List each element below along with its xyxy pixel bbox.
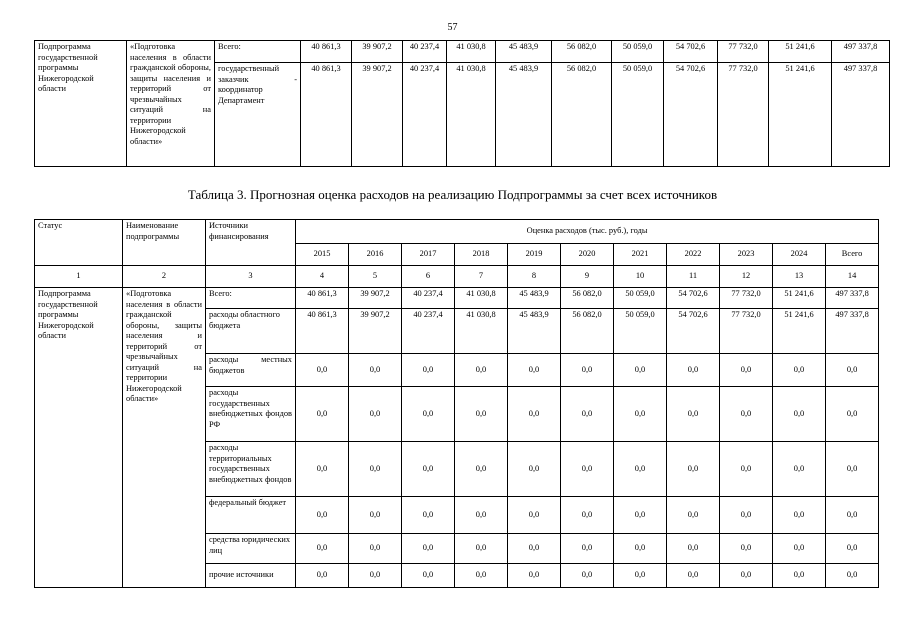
value-cell: 0,0 bbox=[614, 534, 667, 564]
value-cell: 0,0 bbox=[402, 442, 455, 497]
value-cell: 40 237,4 bbox=[402, 288, 455, 309]
value-cell: 54 702,6 bbox=[664, 41, 718, 63]
value-cell: 0,0 bbox=[826, 442, 879, 497]
value-cell: 0,0 bbox=[826, 387, 879, 442]
header-year: 2018 bbox=[455, 244, 508, 266]
value-cell: 40 861,3 bbox=[301, 41, 352, 63]
header-name: Наименование подпрограммы bbox=[123, 220, 206, 266]
column-number: 3 bbox=[206, 266, 296, 288]
value-cell: 0,0 bbox=[349, 387, 402, 442]
value-cell: 54 702,6 bbox=[667, 309, 720, 354]
table-row bbox=[35, 288, 879, 309]
value-cell: 0,0 bbox=[508, 497, 561, 534]
value-cell: 77 732,0 bbox=[718, 41, 769, 63]
value-cell: 0,0 bbox=[667, 354, 720, 387]
value-cell: 45 483,9 bbox=[496, 41, 552, 63]
value-cell: 0,0 bbox=[667, 442, 720, 497]
value-cell: 40 861,3 bbox=[301, 63, 352, 167]
value-cell: 45 483,9 bbox=[508, 309, 561, 354]
value-cell: 0,0 bbox=[614, 497, 667, 534]
value-cell: 50 059,0 bbox=[612, 41, 664, 63]
page-number: 57 bbox=[447, 22, 458, 33]
header-year: 2022 bbox=[667, 244, 720, 266]
value-cell: 0,0 bbox=[455, 354, 508, 387]
value-cell: 0,0 bbox=[349, 442, 402, 497]
source-cell: федеральный бюджет bbox=[206, 497, 296, 534]
value-cell: 0,0 bbox=[349, 534, 402, 564]
value-cell: 0,0 bbox=[455, 442, 508, 497]
header-year: 2015 bbox=[296, 244, 349, 266]
source-cell: расходы местных бюджетов bbox=[206, 354, 296, 387]
value-cell: 0,0 bbox=[614, 387, 667, 442]
header-year: 2016 bbox=[349, 244, 402, 266]
source-cell: прочие источники bbox=[206, 564, 296, 588]
value-cell: 0,0 bbox=[508, 387, 561, 442]
value-cell: 0,0 bbox=[614, 564, 667, 588]
value-cell: 0,0 bbox=[826, 497, 879, 534]
value-cell: 39 907,2 bbox=[352, 63, 403, 167]
value-cell: 54 702,6 bbox=[667, 288, 720, 309]
value-cell: 40 237,4 bbox=[402, 309, 455, 354]
value-cell: 497 337,8 bbox=[826, 309, 879, 354]
value-cell: 0,0 bbox=[508, 534, 561, 564]
value-cell: 0,0 bbox=[402, 354, 455, 387]
value-cell: 0,0 bbox=[349, 497, 402, 534]
column-number: 14 bbox=[826, 266, 879, 288]
value-cell: 0,0 bbox=[667, 564, 720, 588]
value-cell: 0,0 bbox=[296, 534, 349, 564]
value-cell: 77 732,0 bbox=[720, 309, 773, 354]
value-cell: 0,0 bbox=[349, 564, 402, 588]
header-year: 2021 bbox=[614, 244, 667, 266]
status-cell: Подпрограмма государственной программы Нижегородской области bbox=[35, 288, 123, 588]
value-cell: 41 030,8 bbox=[447, 63, 496, 167]
value-cell: 497 337,8 bbox=[832, 41, 890, 63]
value-cell: 0,0 bbox=[720, 442, 773, 497]
value-cell: 41 030,8 bbox=[455, 288, 508, 309]
value-cell: 56 082,0 bbox=[561, 288, 614, 309]
source-cell: расходы областного бюджета bbox=[206, 309, 296, 354]
value-cell: 51 241,6 bbox=[773, 309, 826, 354]
column-number: 11 bbox=[667, 266, 720, 288]
value-cell: 0,0 bbox=[402, 497, 455, 534]
value-cell: 0,0 bbox=[561, 534, 614, 564]
value-cell: 0,0 bbox=[826, 534, 879, 564]
value-cell: 45 483,9 bbox=[496, 63, 552, 167]
value-cell: 0,0 bbox=[561, 387, 614, 442]
value-cell: 0,0 bbox=[667, 497, 720, 534]
column-number: 6 bbox=[402, 266, 455, 288]
column-number-row bbox=[35, 266, 879, 288]
table-title: Таблица 3. Прогнозная оценка расходов на реализацию Подпрограммы за счет всех источников bbox=[187, 187, 718, 202]
source-cell: государственный заказчик - координатор Департамент bbox=[215, 63, 301, 167]
status-cell: Подпрограмма государственной программы Нижегородской области bbox=[35, 41, 127, 167]
value-cell: 0,0 bbox=[455, 387, 508, 442]
value-cell: 497 337,8 bbox=[832, 63, 890, 167]
source-cell: расходы государственных внебюджетных фондов РФ bbox=[206, 387, 296, 442]
value-cell: 0,0 bbox=[826, 564, 879, 588]
header-year: 2020 bbox=[561, 244, 614, 266]
value-cell: 40 861,3 bbox=[296, 288, 349, 309]
source-cell: расходы территориальных государственных внебюджетных фондов bbox=[206, 442, 296, 497]
value-cell: 40 237,4 bbox=[403, 41, 447, 63]
value-cell: 0,0 bbox=[561, 442, 614, 497]
source-cell: средства юридических лиц bbox=[206, 534, 296, 564]
column-number: 7 bbox=[455, 266, 508, 288]
value-cell: 40 237,4 bbox=[403, 63, 447, 167]
header-year: 2023 bbox=[720, 244, 773, 266]
value-cell: 51 241,6 bbox=[769, 63, 832, 167]
column-number: 1 bbox=[35, 266, 123, 288]
value-cell: 497 337,8 bbox=[826, 288, 879, 309]
value-cell: 0,0 bbox=[508, 442, 561, 497]
value-cell: 39 907,2 bbox=[352, 41, 403, 63]
value-cell: 50 059,0 bbox=[612, 63, 664, 167]
value-cell: 39 907,2 bbox=[349, 309, 402, 354]
value-cell: 0,0 bbox=[667, 387, 720, 442]
value-cell: 56 082,0 bbox=[552, 63, 612, 167]
header-status: Статус bbox=[35, 220, 123, 266]
column-number: 2 bbox=[123, 266, 206, 288]
value-cell: 0,0 bbox=[667, 534, 720, 564]
value-cell: 0,0 bbox=[720, 354, 773, 387]
value-cell: 0,0 bbox=[720, 564, 773, 588]
value-cell: 77 732,0 bbox=[720, 288, 773, 309]
value-cell: 0,0 bbox=[826, 354, 879, 387]
continued-table bbox=[34, 40, 890, 167]
value-cell: 56 082,0 bbox=[552, 41, 612, 63]
source-cell: Всего: bbox=[206, 288, 296, 309]
value-cell: 0,0 bbox=[296, 387, 349, 442]
value-cell: 0,0 bbox=[455, 564, 508, 588]
subprogram-name-cell: «Подготовка населения в области гражданской обороны, защиты населения и территорий от чрезвычайных ситуаций на территории Нижегородской области» bbox=[127, 41, 215, 167]
value-cell: 45 483,9 bbox=[508, 288, 561, 309]
value-cell: 0,0 bbox=[296, 354, 349, 387]
value-cell: 0,0 bbox=[773, 354, 826, 387]
value-cell: 0,0 bbox=[296, 442, 349, 497]
value-cell: 0,0 bbox=[349, 354, 402, 387]
header-year: 2024 bbox=[773, 244, 826, 266]
value-cell: 0,0 bbox=[296, 564, 349, 588]
value-cell: 0,0 bbox=[402, 534, 455, 564]
value-cell: 50 059,0 bbox=[614, 309, 667, 354]
value-cell: 0,0 bbox=[773, 387, 826, 442]
value-cell: 77 732,0 bbox=[718, 63, 769, 167]
header-year: 2017 bbox=[402, 244, 455, 266]
header-row bbox=[35, 220, 879, 244]
header-estimate: Оценка расходов (тыс. руб.), годы bbox=[296, 220, 879, 244]
value-cell: 0,0 bbox=[402, 564, 455, 588]
column-number: 5 bbox=[349, 266, 402, 288]
source-cell: Всего: bbox=[215, 41, 301, 63]
header-year: 2019 bbox=[508, 244, 561, 266]
column-number: 12 bbox=[720, 266, 773, 288]
value-cell: 40 861,3 bbox=[296, 309, 349, 354]
value-cell: 50 059,0 bbox=[614, 288, 667, 309]
header-source: Источники финансирования bbox=[206, 220, 296, 266]
value-cell: 0,0 bbox=[720, 497, 773, 534]
column-number: 10 bbox=[614, 266, 667, 288]
value-cell: 51 241,6 bbox=[773, 288, 826, 309]
value-cell: 0,0 bbox=[773, 534, 826, 564]
table-row bbox=[35, 41, 890, 63]
value-cell: 0,0 bbox=[773, 564, 826, 588]
value-cell: 54 702,6 bbox=[664, 63, 718, 167]
value-cell: 0,0 bbox=[296, 497, 349, 534]
value-cell: 39 907,2 bbox=[349, 288, 402, 309]
value-cell: 0,0 bbox=[720, 534, 773, 564]
forecast-table bbox=[34, 219, 879, 588]
value-cell: 0,0 bbox=[773, 442, 826, 497]
value-cell: 51 241,6 bbox=[769, 41, 832, 63]
column-number: 4 bbox=[296, 266, 349, 288]
value-cell: 0,0 bbox=[561, 354, 614, 387]
value-cell: 0,0 bbox=[561, 497, 614, 534]
value-cell: 0,0 bbox=[720, 387, 773, 442]
value-cell: 56 082,0 bbox=[561, 309, 614, 354]
column-number: 8 bbox=[508, 266, 561, 288]
column-number: 13 bbox=[773, 266, 826, 288]
value-cell: 0,0 bbox=[455, 497, 508, 534]
value-cell: 0,0 bbox=[455, 534, 508, 564]
value-cell: 41 030,8 bbox=[455, 309, 508, 354]
value-cell: 0,0 bbox=[614, 354, 667, 387]
value-cell: 0,0 bbox=[614, 442, 667, 497]
value-cell: 0,0 bbox=[508, 564, 561, 588]
value-cell: 0,0 bbox=[508, 354, 561, 387]
value-cell: 0,0 bbox=[402, 387, 455, 442]
subprogram-name-cell: «Подготовка населения в области гражданской обороны, защиты населения и территорий от чрезвычайных ситуаций на территории Нижегородской области» bbox=[123, 288, 206, 588]
header-total: Всего bbox=[826, 244, 879, 266]
value-cell: 0,0 bbox=[773, 497, 826, 534]
value-cell: 0,0 bbox=[561, 564, 614, 588]
column-number: 9 bbox=[561, 266, 614, 288]
value-cell: 41 030,8 bbox=[447, 41, 496, 63]
